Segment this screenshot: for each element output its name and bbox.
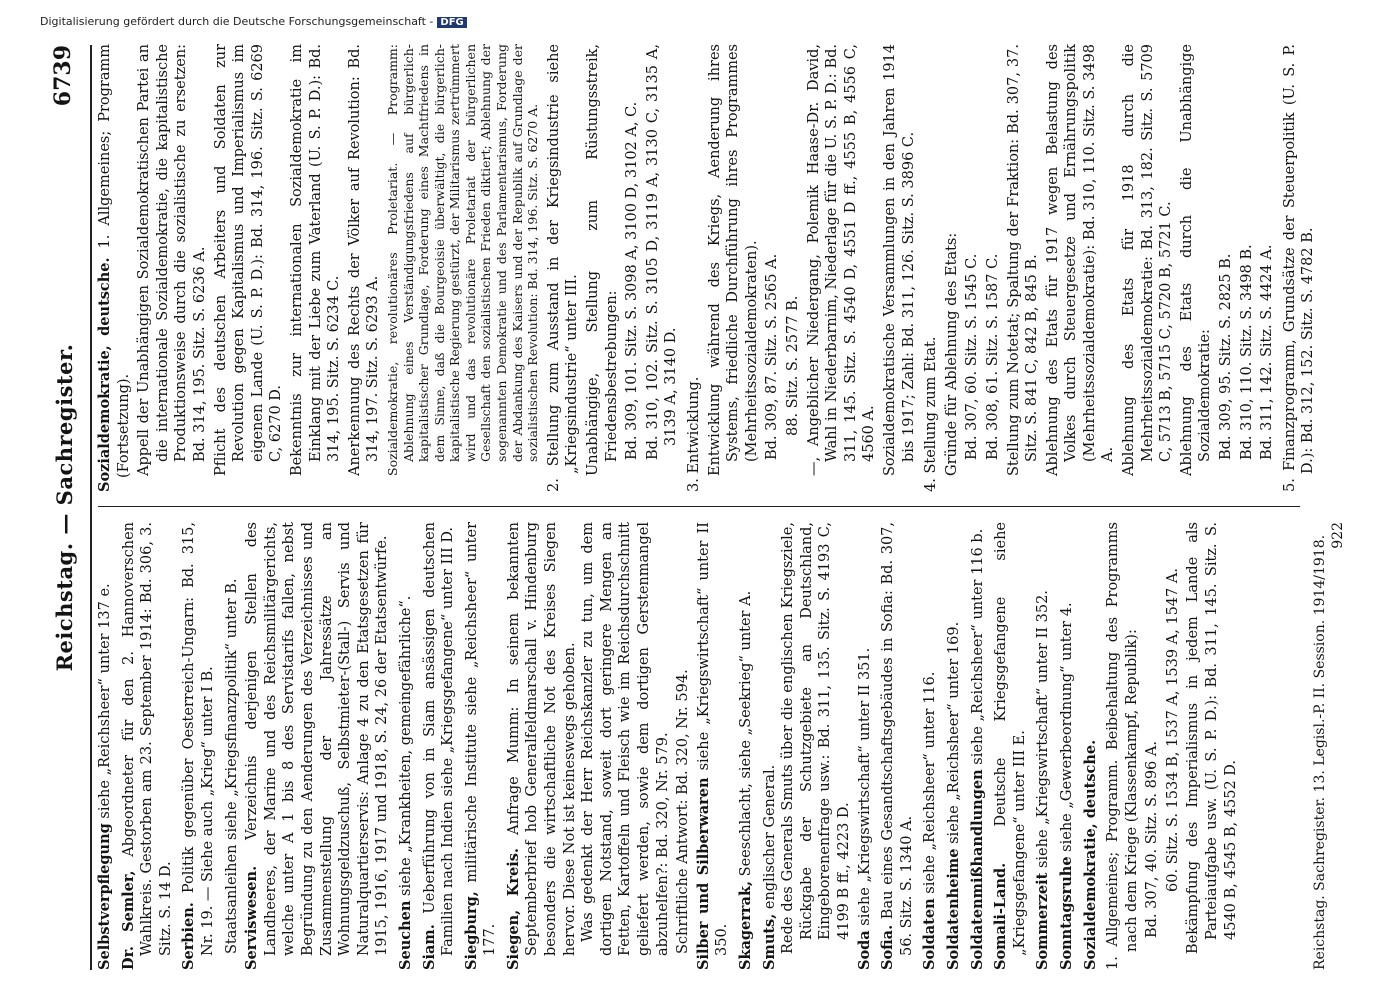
entry-reference: 60. Sitz. S. 1534 B, 1537 A, 1539 A, 1547 A.	[1164, 568, 1181, 892]
entry-text: siehe „Reichsheer“ unter 116.	[922, 671, 939, 894]
entry-reference: Bd. 311, 142. Sitz. S. 4424 A.	[1259, 244, 1276, 460]
entry-numbered-item: 3. Entwicklung.	[686, 376, 702, 492]
entry-heading: Sommerzeit	[1034, 872, 1052, 970]
entry-subline: Appell der Unabhängigen Sozialdemokratischen Partei an die internationale Sozialdemokratie, die kapitalistische Produktionsweise durch die sozialistische zu ersetzen: Bd. 314, 195. Sitz. S. 6236 A.	[136, 44, 208, 476]
entry-text: Seeschlacht, siehe „Seekrieg“ unter A.	[738, 590, 754, 877]
entry-text: siehe „Reichsheer“ unter 169.	[945, 621, 962, 844]
entry-numbered-item: 2. Stellung zum Ausstand in der Kriegsindustrie siehe „Kriegsindustrie“ unter III.	[545, 44, 581, 492]
entry-reference: Bd. 310, 102. Sitz. S. 3105 D, 3119 A, 3130 C, 3135 A, 3139 A, 3140 D.	[644, 44, 680, 460]
entry-subline: Gründe für Ablehnung des Etats:	[943, 232, 960, 476]
entry-heading: Skagerrak,	[737, 880, 754, 970]
register-entry	[96, 44, 133, 492]
entry-heading: Soldatenheime	[944, 848, 962, 970]
entry-heading: Siegen, Kreis.	[504, 848, 522, 970]
entry-reference: Bd. 309, 101. Sitz. S. 3098 A, 3100 D, 3102 A, C.	[624, 101, 641, 460]
entry-subline: Entwicklung während des Kriegs, Aenderung ihres Systems, friedliche Durchführung ihres Programmes (Mehrheitssozialdemokraten).	[706, 44, 760, 476]
entry-text: 1. Allgemeines; Programm (Fortsetzung).	[97, 43, 132, 478]
entry-text: Anfrage Mumm: In seinem bekannten Septemberbrief hob Generalfeldmarschall v. Hindenburg besonders die wirtschaftliche Not des Kreises Siegen hervor. Diese Not ist keineswegs gehoben.	[505, 522, 578, 956]
entry-numbered-item: 4. Stellung zum Etat.	[923, 336, 940, 492]
register-entry	[969, 522, 988, 970]
entry-subline: Was gedenkt der Herr Reichskanzler zu tun, um dem dortigen Notstand, soweit dort geringere Mengen an Fetten, Kartoffeln und Fleisch wie im Reichsdurchschnitt geliefert werden, sowie dem dortigen Gerstenmangel abzuhelfen?: Bd. 320, Nr. 579.	[580, 522, 671, 956]
left-column	[96, 522, 1311, 970]
entry-text: Verzeichnis derjenigen Stellen des Landheeres, der Marine und des Reichsmilitärgerichts, welche unter A 1 bis 8 des Servistarifs fallen, nebst Begründung zu den Aenderungen des Verzeichnisses und Zusammenstellung der Jahressätze an Wohnungsgeldzuschuß, Selbstmieter-(Stall-) Servis und Naturalquartierservis: Anlage 4 zu den Etatsgesetzen für 1915, 1916, 1917 und 1918, S. 24, 26 der Etatsentwürfe.	[244, 521, 391, 956]
entry-text: siehe „Krankheiten, gemeingefährliche“.	[397, 595, 414, 896]
register-entry	[421, 522, 458, 970]
entry-subline: Ablehnung des Etats durch die Unabhängige Sozialdemokratie:	[1178, 44, 1214, 476]
entry-subline: Anerkennung des Rechts der Völker auf Revolution: Bd. 314, 197. Sitz. S. 6293 A.	[346, 44, 382, 476]
entry-text: Deutsche Kriegsgefangene siehe „Kriegsgefangene“ unter III E.	[993, 522, 1028, 956]
column-divider	[98, 506, 1300, 507]
register-entry	[737, 522, 756, 970]
register-entry	[463, 522, 500, 970]
entry-subline: Unabhängige, Stellung zum Rüstungsstreik, Friedensbestrebungen:	[585, 44, 620, 476]
footer-imprint: Reichstag. Sachregister. 13. Legisl.-P. II. Session. 1914/1918.	[1312, 534, 1328, 970]
entry-subline: —, Angeblicher Niedergang, Polemik Haase-Dr. David, Wahl in Niederbarnim, Niederlage für die U. S. P. D.: Bd. 311, 145. Sitz. S. 4540 D, 4551 D ff., 4555 B, 4556 C, 4560 A.	[805, 44, 878, 476]
register-entry	[761, 522, 780, 970]
register-entry	[945, 522, 964, 970]
register-entry	[96, 522, 115, 970]
entry-subline: Bekämpfung des Imperialismus in jedem Lande als Parteiaufgabe usw. (U. S. P. D.): Bd. 311, 145. Sitz. S. 4540 B, 4545 B, 4552 D.	[1185, 522, 1239, 954]
entry-subline: Rede des Generals Smuts über die englischen Kriegsziele, Rückgabe der Schutzgebiete an Deutschland, Eingeborenenfrage usw.: Bd. 311, 135. Sitz. S. 4193 C, 4199 B ff., 4223 D.	[780, 522, 852, 954]
entry-heading: Silber und Silberwaren	[694, 777, 712, 970]
entry-text: siehe „Kriegswirtschaft“ unter II 351.	[856, 647, 873, 926]
register-entry	[243, 522, 392, 970]
entry-heading: Siam.	[420, 924, 438, 970]
register-entry	[1082, 522, 1101, 970]
entry-subline: Schriftliche Antwort: Bd. 320, Nr. 594.	[675, 669, 692, 954]
entry-text: militärische Institute siehe „Reichsheer“ unter 177.	[463, 521, 499, 956]
register-entry	[921, 522, 940, 970]
entry-reference: Bd. 308, 61. Sitz. S. 1587 C.	[984, 253, 1001, 460]
entry-heading: Sozialdemokratie, deutsche.	[1081, 739, 1099, 970]
register-entry	[120, 522, 176, 970]
entry-subline: Ablehnung des Etats für 1917 wegen Belastung des Volkes durch Steuergesetze und Ernährungspolitik (Mehrheitssozialdemokratie): Bd. 310, 110. Sitz. S. 3498 A.	[1044, 44, 1117, 476]
entry-heading: Soda	[855, 930, 873, 970]
entry-subline: Ablehnung des Etats für 1918 durch die Mehrheitssozialdemokratie: Bd. 313, 182. Sitz. S. 5709 C, 5713 B, 5715 C, 5720 B, 5721 C.	[1121, 44, 1175, 476]
entry-text: Bau eines Gesandtschaftsgebäudes in Sofia: Bd. 307, 56. Sitz. S. 1340 A.	[880, 521, 915, 956]
register-entry	[856, 522, 875, 970]
entry-text: Politik gegenüber Oesterreich-Ungarn: Bd. 315, Nr. 19. — Siehe auch „Krieg“ unter I B.	[181, 521, 216, 956]
entry-subline: Sozialdemokratische Versammlungen in den Jahren 1914 bis 1917; Zahl: Bd. 311, 126. Sitz. S. 3896 C.	[881, 44, 917, 476]
dfg-logo: DFG	[437, 17, 466, 28]
entry-heading: Siegburg,	[462, 891, 480, 970]
register-entry	[505, 522, 579, 970]
entry-text: siehe „Reichsheer“ unter 137 e.	[97, 583, 113, 819]
entry-heading: Serviswesen.	[243, 865, 261, 970]
entry-subline: Bekenntnis zur internationalen Sozialdemokratie im Einklang mit der Liebe zum Vaterland (U. S. P. D.): Bd. 314, 195. Sitz. S. 6234 C.	[288, 44, 343, 476]
register-entry	[992, 522, 1029, 970]
register-entry	[397, 522, 416, 970]
page-header	[38, 45, 98, 970]
entry-text: siehe „Gewerbeordnung“ unter 4.	[1058, 602, 1075, 852]
entry-reference: Bd. 307, 60. Sitz. S. 1545 C.	[964, 253, 981, 460]
entry-heading: Sofia.	[879, 924, 897, 970]
register-entry	[695, 522, 732, 970]
entry-subline: Pflicht des deutschen Arbeiters und Soldaten zur Revolution gegen Kapitalismus und Imperialismus im eigenen Lande (U. S. P. D.): Bd. 314, 196. Sitz. S. 6269 C, 6270 D.	[212, 44, 285, 476]
entry-heading: Serbien.	[180, 902, 198, 970]
entry-text: siehe „Kriegswirtschaft“ unter II 352.	[1035, 590, 1052, 869]
register-entry	[1058, 522, 1077, 970]
entry-heading: Sonntagsruhe	[1057, 856, 1075, 970]
entry-numbered-item: 1. Allgemeines; Programm. Beibehaltung des Programms nach dem Kriege (Klassenkampf, Republik):	[1105, 522, 1140, 970]
entry-heading: Seuchen	[396, 900, 414, 970]
entry-heading: Smuts,	[760, 913, 778, 970]
entry-heading: Sozialdemokratie, deutsche.	[96, 257, 113, 492]
entry-text: siehe „Reichsheer“ unter 116 b.	[969, 528, 986, 765]
register-entry	[879, 522, 916, 970]
entry-heading: Dr. Semler,	[119, 870, 137, 970]
entry-heading: Soldatenmißhandlungen	[968, 769, 986, 970]
entry-heading: Somali-Land.	[992, 862, 1010, 970]
entry-reference: Bd. 310, 110. Sitz. S. 3498 B.	[1238, 244, 1255, 460]
entry-reference: Bd. 309, 87. Sitz. S. 2565 A.	[764, 253, 781, 460]
digitization-credit: Digitalisierung gefördert durch die Deutsche Forschungsgemeinschaft -	[40, 15, 434, 28]
running-title: Reichstag. — Sachregister.	[52, 343, 77, 672]
entry-heading: Selbstverpflegung	[96, 823, 113, 970]
page-number: 6739	[50, 45, 76, 107]
entry-subline: Staatsanleihen siehe „Kriegsfinanzpolitik“ unter B.	[223, 578, 240, 954]
register-entry	[180, 522, 217, 970]
entry-heading: Soldaten	[921, 898, 939, 970]
entry-text: Ueberführung von in Siam ansässigen deutschen Familien nach Indien siehe „Kriegsgefangene“ unter III D.	[421, 521, 457, 956]
header-rule	[90, 45, 92, 970]
sheet-number: 922	[1330, 522, 1346, 549]
entry-numbered-item: 5. Finanzprogramm, Grundsätze der Steuerpolitik (U. S. P. D.): Bd. 312, 152. Sitz. S. 4782 B.	[1281, 44, 1317, 492]
register-entry	[1034, 522, 1053, 970]
entry-text: siehe „Kriegswirtschaft“ unter II 350.	[695, 521, 731, 956]
page-footer	[1311, 522, 1347, 970]
entry-reference: 88. Sitz. S. 2577 B.	[784, 295, 801, 436]
entry-text: englischer General.	[761, 764, 778, 910]
entry-text: Abgeordneter für den 2. Hannoverschen Wahlkreis. Gestorben am 23. September 1914: Bd. 306, 3. Sitz. S. 14 D.	[120, 522, 174, 956]
entry-reference: Bd. 309, 95. Sitz. S. 2825 B.	[1218, 253, 1235, 460]
right-column	[96, 43, 1317, 492]
entry-reference: Bd. 307, 40. Sitz. S. 896 A.	[1144, 741, 1161, 938]
entry-subline: Sozialdemokratie, revolutionäres Proletariat. — Programm: Ablehnung eines Verständigungsfriedens auf bürgerlich-kapitalistischer Grundlage, Forderung eines Machtfriedens in dem Sinne, daß die Bourgeoisie überwältigt, die bürgerlich-kapitalistische Regierung gestürzt, der Militarismus zertrümmert wird und das revolutionäre Proletariat der bürgerlichen Gesellschaft den sozialistischen Frieden diktiert; Ablehnung der sogenannten Demokratie und des Parlamentarismus, Forderung der Abdankung des Kaisers und der Republik auf Grundlage der sozialistischen Revolution: Bd. 314, 196. Sitz. S. 6270 A.	[384, 44, 541, 476]
entry-subline: Stellung zum Notetat; Spaltung der Fraktion: Bd. 307, 37. Sitz. S. 841 C, 842 B, 845 B.	[1005, 44, 1041, 476]
digitization-note	[40, 15, 1340, 28]
